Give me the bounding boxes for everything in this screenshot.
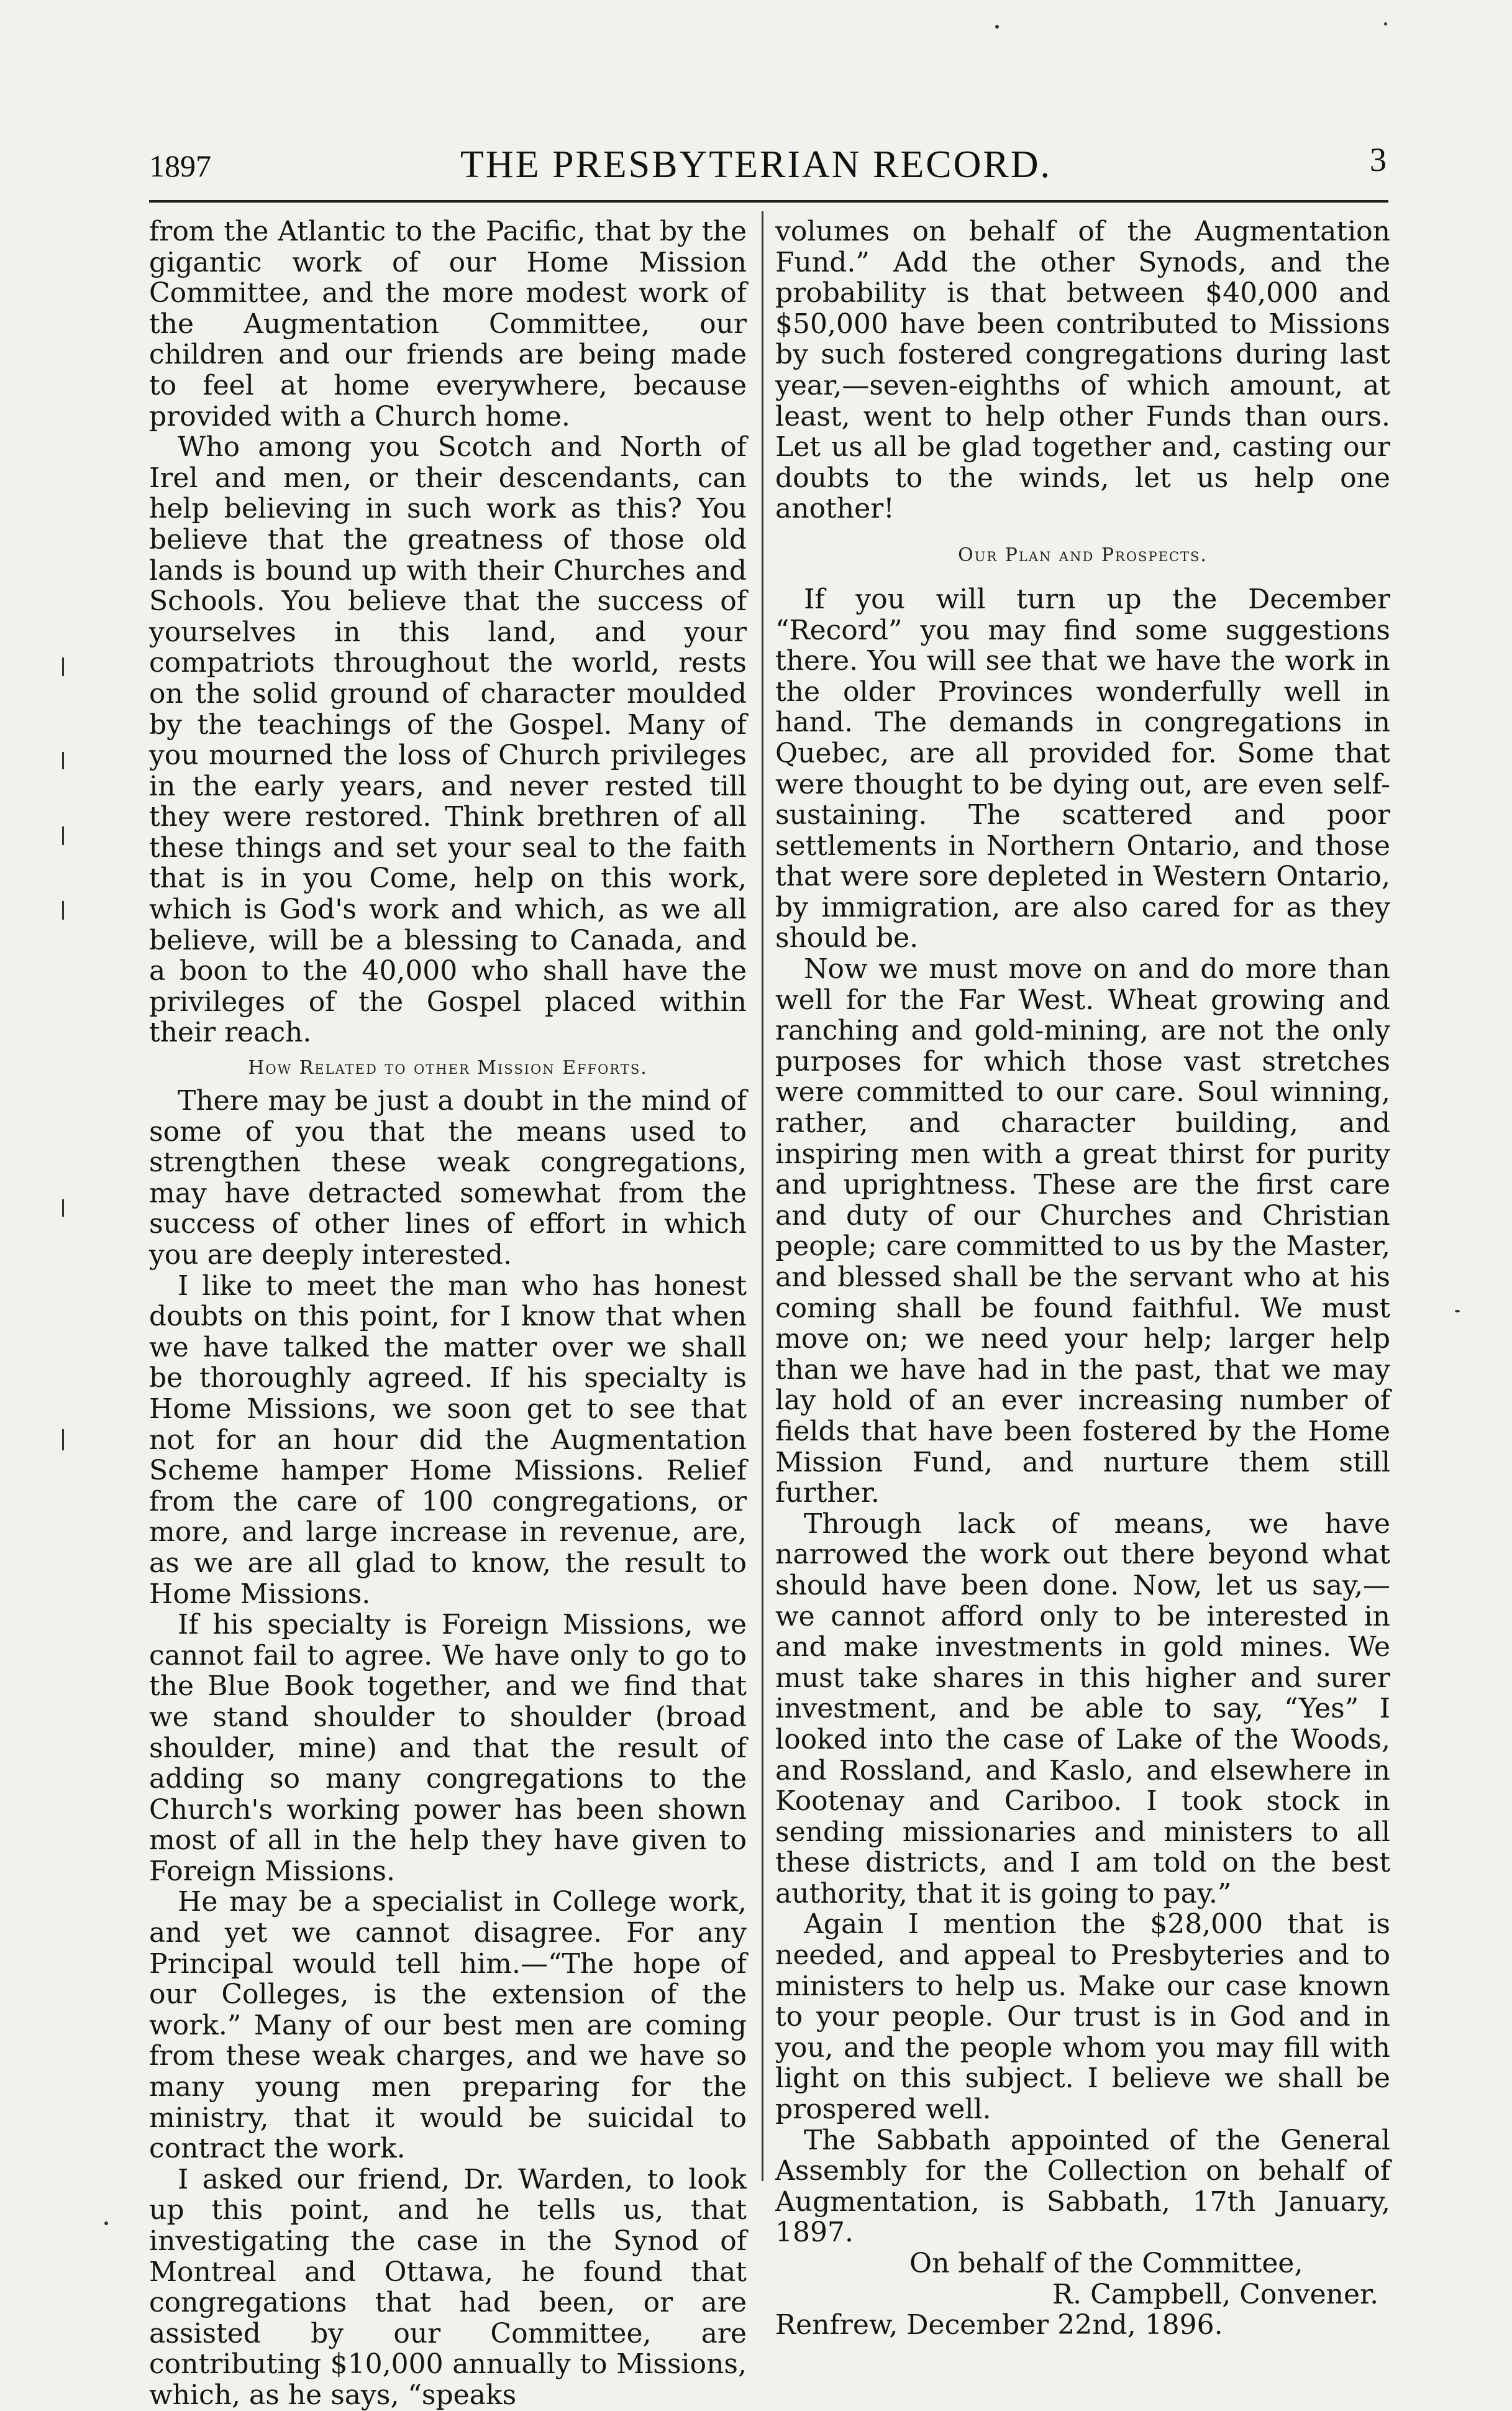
header-year: 1897	[149, 149, 211, 183]
paragraph: If his specialty is Foreign Missions, we cannot fail to agree. We have only to go to the Blue Book together, and we find that we stand shoulder to shoulder (broad shoulder, mine) and that the result of adding so many congregations to the Church's working power has been shown most of all in the help they have given to Foreign Missions.	[149, 1609, 747, 1887]
margin-mark	[62, 901, 64, 920]
ink-speck	[1384, 22, 1387, 25]
margin-mark	[62, 1429, 64, 1450]
right-column	[775, 216, 1390, 2341]
paragraph: I like to meet the man who has honest doubts on this point, for I know that when we have talked the matter over we shall be thoroughly agreed. If his specialty is Home Missions, we soon get to see that not for an hour did the Augmentation Scheme hamper Home Missions. Relief from the care of 100 congregations, or more, and large increase in revenue, are, as we are all glad to know, the result to Home Missions.	[149, 1270, 747, 1610]
dateline: Renfrew, December 22nd, 1896.	[775, 2309, 1223, 2341]
ink-speck	[1455, 1310, 1460, 1312]
section-heading: How Related to other Mission Efforts.	[248, 1057, 648, 1079]
margin-mark	[62, 657, 64, 676]
column-divider	[762, 211, 763, 2181]
paragraph: If you will turn up the December “Record” you may find some suggestions there. You will see that we have the work in the older Provinces wonderfully well in hand. The demands in congregations in Quebec, are all provided for. Some that were thought to be dying out, are even self-sustaining. The scattered and poor settlements in Northern Ontario, and those that were sore depleted in Western Ontario, by immigration, are also cared for as they should be.	[775, 583, 1390, 954]
ink-speck	[995, 25, 999, 29]
margin-mark	[62, 1199, 64, 1217]
paragraph: volumes on behalf of the Augmentation Fund.” Add the other Synods, and the probability is that between $40,000 and $50,000 have been contributed to Missions by such fostered congregations during last year,—seven-eighths of which amount, at least, went to help other Funds than ours. Let us all be glad together and, casting our doubts to the winds, let us help one another!	[775, 216, 1390, 525]
paragraph: Through lack of means, we have narrowed the work out there beyond what should have been done. Now, let us say,—we cannot afford only to be interested in and make investments in gold mines. We must take shares in this higher and surer investment, and be able to say, “Yes” I looked into the case of Lake of the Woods, and Rossland, and Kaslo, and elsewhere in Kootenay and Cariboo. I took stock in sending missionaries and ministers to all these districts, and I am told on the best authority, that it is going to pay.”	[775, 1507, 1390, 1910]
paragraph: The Sabbath appointed of the General Assembly for the Collection on behalf of Augmentation, is Sabbath, 17th January, 1897.	[775, 2124, 1390, 2249]
paragraph: There may be just a doubt in the mind of some of you that the means used to strengthen these weak congregations, may have detracted somewhat from the success of other lines of effort in which you are deeply interested.	[149, 1085, 747, 1271]
signature-name: R. Campbell, Convener.	[1052, 2278, 1379, 2310]
paragraph: He may be a specialist in College work, and yet we cannot disagree. For any Principal would tell him.—“The hope of our Colleges, is the extension of the work.” Many of our best men are coming from these weak charges, and we have so many young men preparing for the ministry, that it would be suicidal to contract the work.	[149, 1886, 747, 2165]
margin-mark	[62, 826, 64, 845]
paragraph: I asked our friend, Dr. Warden, to look up this point, and he tells us, that investigating the case in the Synod of Montreal and Ottawa, he found that congregations that had been, or are assisted by our Committee, are contributing $10,000 annually to Missions, which, as he says, “speaks	[149, 2163, 747, 2411]
paragraph: Now we must move on and do more than well for the Far West. Wheat growing and ranching and gold-mining, are not the only purposes for which those vast stretches were committed to our care. Soul winning, rather, and character building, and inspiring men with a great thirst for purity and uprightness. These are the first care and duty of our Churches and Christian people; care committed to us by the Master, and blessed shall be the servant who at his coming shall be found faithful. We must move on; we need your help; larger help than we have had in the past, that we may lay hold of an ever increasing number of fields that have been fostered by the Home Mission Fund, and nurture them still further.	[775, 953, 1390, 1509]
paragraph: Again I mention the $28,000 that is needed, and appeal to Presbyteries and to ministers to help us. Make our case known to your people. Our trust is in God and in you, and the people whom you may fill with light on this subject. I believe we shall be prospered well.	[775, 1908, 1390, 2126]
header-rule	[149, 200, 1388, 203]
section-heading: Our Plan and Prospects.	[958, 544, 1208, 566]
page-title: THE PRESBYTERIAN RECORD.	[460, 144, 1052, 186]
signature-line: On behalf of the Committee,	[909, 2248, 1303, 2279]
paragraph: Who among you Scotch and North of Irel and men, or their descendants, can help believing in such work as this? You believe that the greatness of those old lands is bound up with their Churches and Schools. You believe that the success of yourselves in this land, and your compatriots throughout the world, rests on the solid ground of character moulded by the teachings of the Gospel. Many of you mourned the loss of Church privileges in the early years, and never rested till they were restored. Think brethren of all these things and set your seal to the faith that is in you Come, help on this work, which is God's work and which, as we all believe, will be a blessing to Canada, and a boon to the 40,000 who shall have the privileges of the Gospel placed within their reach.	[149, 431, 747, 1049]
margin-mark	[62, 752, 64, 769]
ink-speck	[104, 2221, 108, 2225]
page-number: 3	[1370, 141, 1387, 178]
left-column	[149, 216, 747, 2411]
paragraph: from the Atlantic to the Pacific, that by the gigantic work of our Home Mission Committee, and the more modest work of the Augmentation Committee, our children and our friends are being made to feel at home everywhere, because provided with a Church home.	[149, 216, 747, 432]
